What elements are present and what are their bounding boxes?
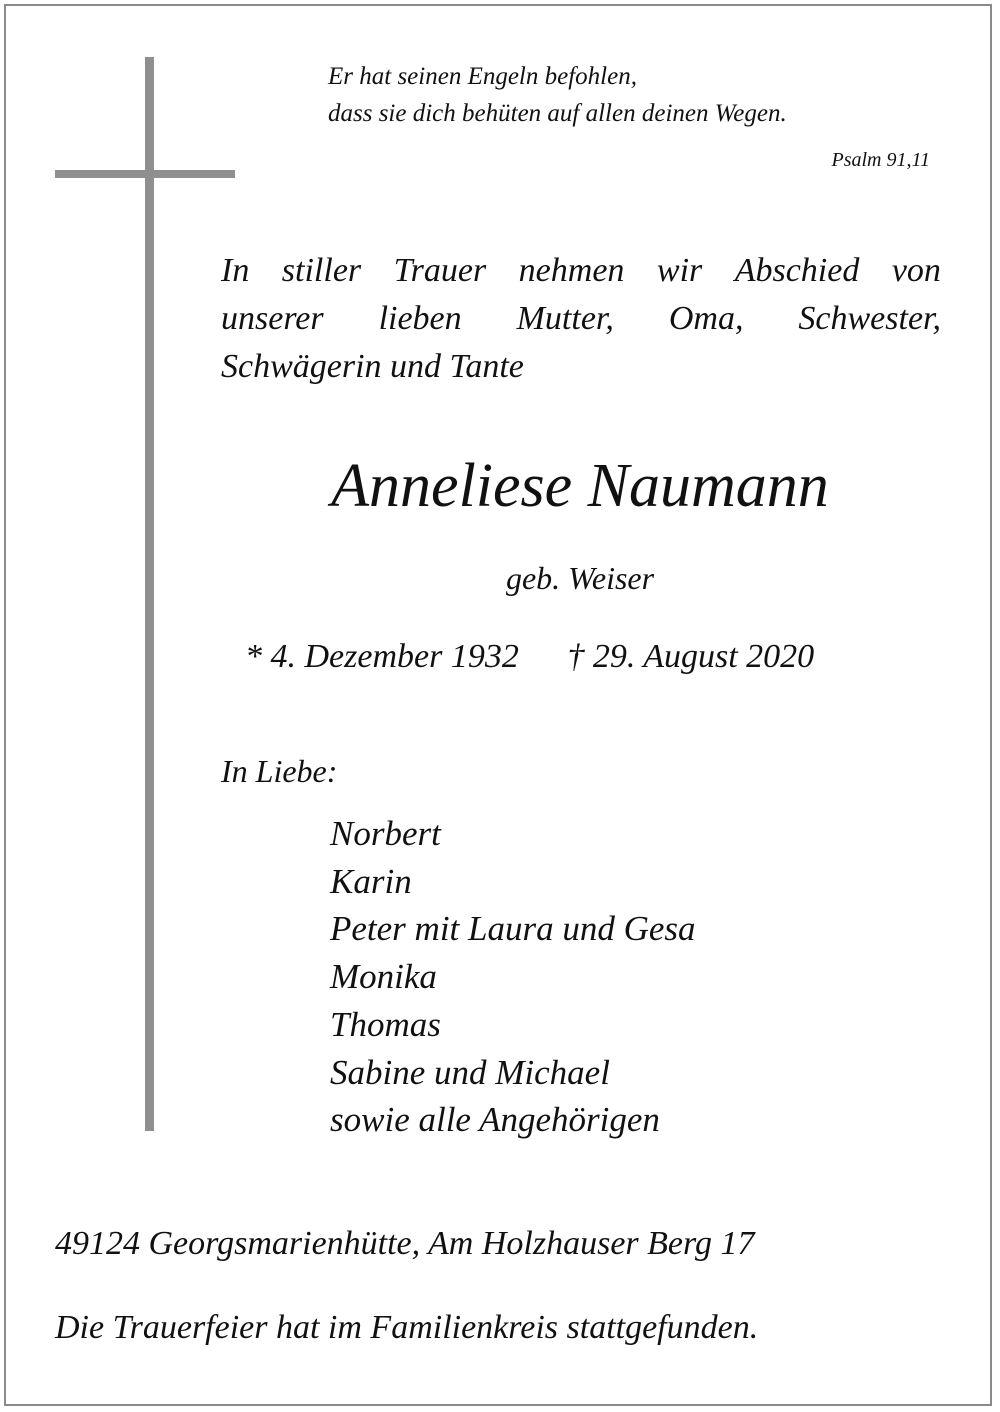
- intro-text: [221, 247, 941, 391]
- intro-line-3: Schwägerin und Tante: [221, 348, 524, 385]
- deceased-name: Anneliese Naumann: [331, 452, 829, 520]
- birth-date: * 4. Dezember 1932: [245, 638, 519, 675]
- verse-source: Psalm 91,11: [831, 149, 930, 171]
- cross-icon: [145, 57, 154, 1131]
- intro-word: lieben: [378, 300, 462, 337]
- intro-word: wir: [656, 252, 703, 289]
- intro-word: nehmen: [518, 252, 625, 289]
- intro-word: Oma,: [668, 300, 744, 337]
- verse-line: Er hat seinen Engeln befohlen,: [328, 63, 637, 90]
- intro-word: stiller: [281, 252, 362, 289]
- intro-word: Trauer: [393, 252, 487, 289]
- cross-icon-crossbar: [55, 170, 235, 178]
- mourners-list: [330, 810, 696, 1144]
- verse-line: dass sie dich behüten auf allen deinen Wegen.: [328, 100, 787, 127]
- list-item: Monika: [330, 957, 437, 997]
- intro-word: Schwester,: [798, 300, 941, 337]
- intro-word: Abschied: [734, 252, 860, 289]
- mourners-heading: In Liebe:: [221, 753, 338, 789]
- list-item: Norbert: [330, 814, 441, 853]
- death-date: † 29. August 2020: [567, 638, 815, 675]
- intro-word: Mutter,: [516, 300, 614, 337]
- intro-word: In: [221, 252, 250, 289]
- address: 49124 Georgsmarienhütte, Am Holzhauser Berg 17: [55, 1225, 755, 1262]
- list-item: Peter mit Laura und Gesa: [330, 909, 696, 949]
- list-item: sowie alle Angehörigen: [330, 1100, 660, 1140]
- list-item: Thomas: [330, 1004, 441, 1044]
- intro-line-2: [221, 295, 941, 343]
- intro-word: von: [891, 252, 941, 289]
- ceremony-note: Die Trauerfeier hat im Familienkreis stattgefunden.: [55, 1309, 759, 1346]
- intro-word: unserer: [221, 300, 324, 337]
- maiden-name: geb. Weiser: [505, 560, 655, 596]
- life-dates: [245, 634, 814, 680]
- list-item: Sabine und Michael: [330, 1052, 610, 1092]
- intro-line-1: [221, 247, 941, 295]
- bible-verse: [328, 58, 787, 132]
- list-item: Karin: [330, 861, 412, 901]
